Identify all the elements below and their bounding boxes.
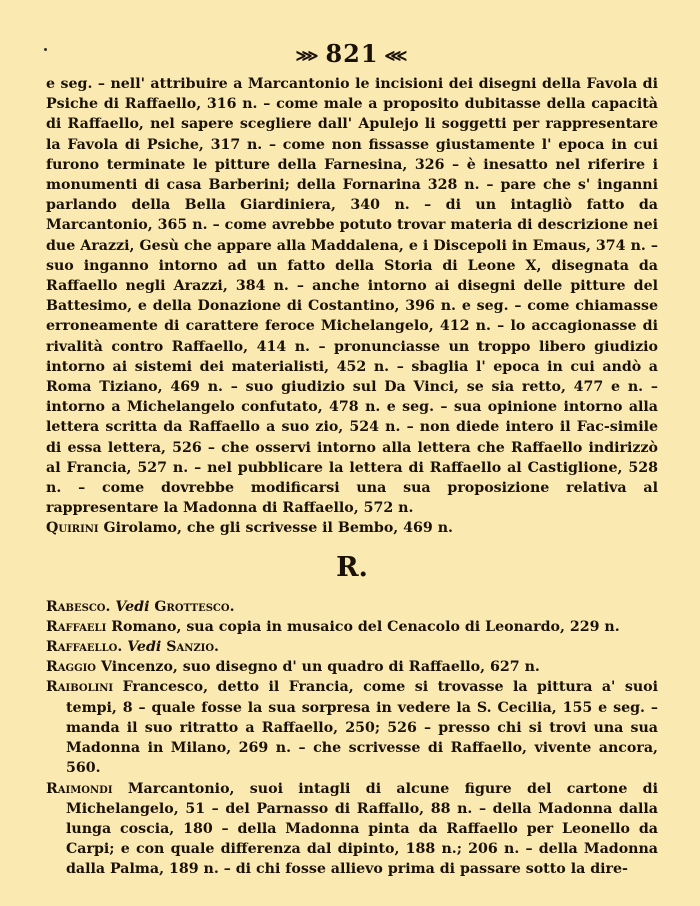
index-entry: [46, 617, 658, 637]
entry-text: Francesco, detto il Francia, come si trovasse la pittura a' suoi tempi, 8 – quale fosse la sua sorpresa in vedere la S. Cecilia, 155 e seg. – manda il suo ritratto a Raffaello, 250; 526 – presso chi si trovi una sua Madonna in Milano, 269 n. – che scrivesse di Raffaello, vivente ancora, 560.: [66, 679, 658, 777]
index-entry: [46, 637, 658, 657]
entry-see-label: Vedi: [127, 639, 162, 656]
index-entry: [46, 657, 658, 677]
entry-see-label: Vedi: [115, 598, 150, 615]
right-ornament: ⋘: [384, 45, 409, 65]
book-page: [46, 38, 658, 880]
entry-cross-reference: Sanzio.: [166, 639, 219, 656]
index-entry-quirini: [46, 518, 658, 538]
entry-text: Romano, sua copia in musaico del Cenacolo di Leonardo, 229 n.: [106, 618, 620, 635]
entry-name: Raffaello.: [46, 639, 123, 656]
index-entry: [46, 677, 658, 778]
entry-name: Rabesco.: [46, 598, 111, 615]
page-number: 821: [325, 39, 379, 68]
section-letter-heading: R.: [336, 551, 368, 583]
entry-name: Raibolini: [46, 679, 114, 696]
entry-text: Marcantonio, suoi intagli di alcune figure del cartone di Michelangelo, 51 – del Parnasso di Raffallo, 88 n. – della Madonna dalla lunga coscia, 180 – della Madonna pinta da Raffaello per Leonello da Carpi; e con quale differenza dal dipinto, 188 n.; 206 n. – della Madonna dalla Palma, 189 n. – di chi fosse allievo prima di passare sotto la dire-: [66, 780, 658, 878]
entry-name: Raffaeli: [46, 618, 107, 635]
entry-text: Girolamo, che gli scrivesse il Bembo, 469 n.: [98, 520, 453, 537]
page-header: [46, 38, 658, 70]
entry-name: Raimondi: [46, 780, 113, 797]
entry-text: Vincenzo, suo disegno d' un quadro di Raffaello, 627 n.: [96, 659, 540, 676]
entry-name: Raggio: [46, 659, 97, 676]
index-entry: [46, 597, 658, 617]
entry-cross-reference: Grottesco.: [154, 598, 235, 615]
entry-name: Quirini: [46, 520, 99, 537]
index-entry: [46, 779, 658, 880]
continued-entry-text: e seg. – nell' attribuire a Marcantonio le incisioni dei disegni della Favola di Psiche di Raffaello, 316 n. – come male a proposito dubitasse della capacità di Raffaello, nel sapere scegliere dall' Apulejo li soggetti per rappresentare la Favola di Psiche, 317 n. – come non fissasse giustamente l' epoca in cui furono terminate le pitture della Farnesina, 326 – è inesatto nel riferire i monumenti di casa Barberini; della Fornarina 328 n. – pare che s' inganni parlando della Bella Giardiniera, 340 n. – di un intagliò fatto da Marcantonio, 365 n. – come avrebbe potuto trovar materia di descrizione nei due Arazzi, Gesù che appare alla Maddalena, e i Discepoli in Emaus, 374 n. – suo inganno intorno ad un fatto della Storia di Leone X, disegnata da Raffaello negli Arazzi, 384 n. – anche intorno ai disegni delle pitture del Battesimo, e della Donazione di Costantino, 396 n. e seg. – come chiamasse erroneamente di carattere feroce Michelangelo, 412 n. – lo accagionasse di rivalità contro Raffaello, 414 n. – pronunciasse un troppo libero giudizio intorno ai sistemi dei materialisti, 452 n. – sbaglia l' epoca in cui andò a Roma Tiziano, 469 n. – suo giudizio sul Da Vinci, se sia retto, 477 e n. – intorno a Michelangelo confutato, 478 n. e seg. – sua opinione intorno alla lettera scritta da Raffaello a suo zio, 524 n. – non diede intero il Fac-simile di essa lettera, 526 – che osservi intorno alla lettera che Raffaello indirizzò al Francia, 527 n. – nel pubblicare la lettera di Raffaello al Castiglione, 528 n. – come dovrebbe modificarsi una sua proposizione relativa al rappresentare la Madonna di Raffaello, 572 n.: [46, 76, 658, 517]
left-ornament: ⋙: [295, 45, 320, 65]
